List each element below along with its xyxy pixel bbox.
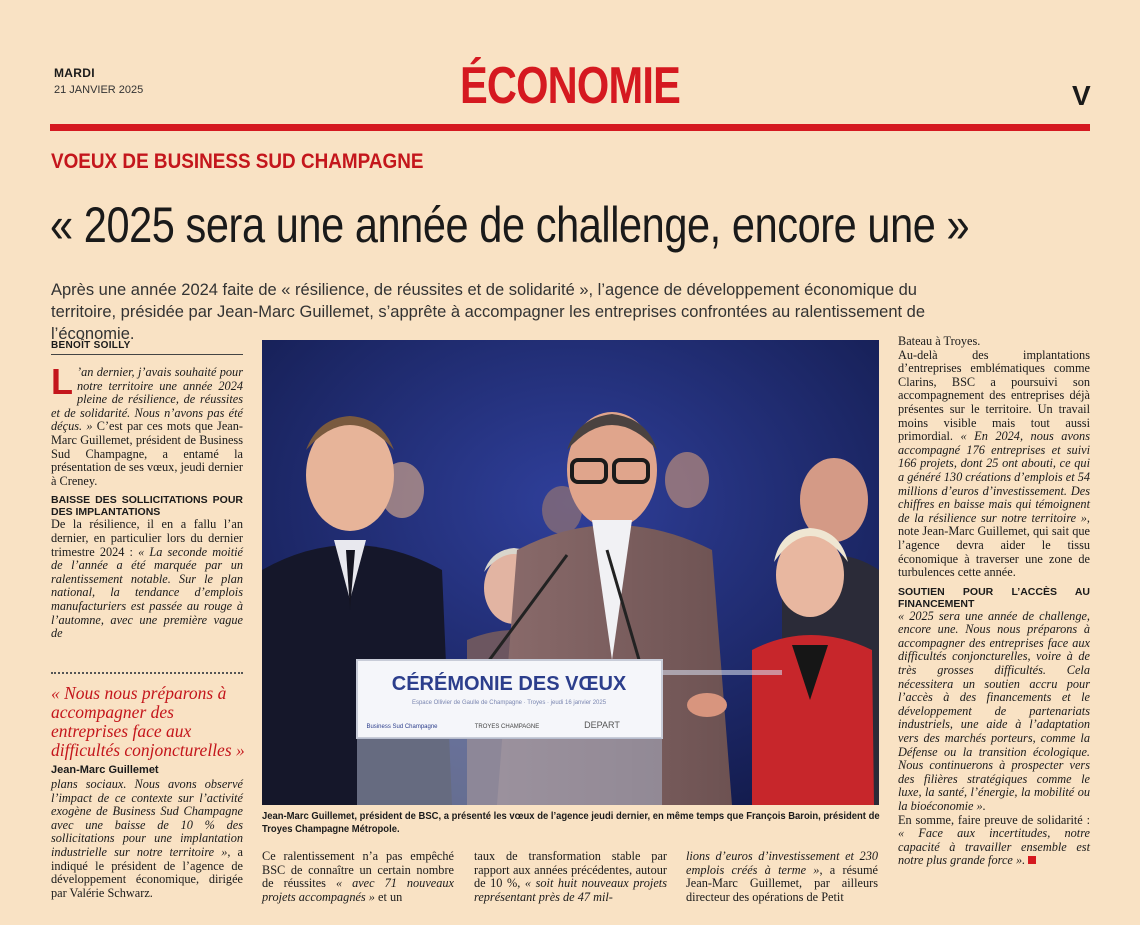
paragraph-text: Au-delà des implantations d’entreprises emblématiques comme Clarins, BSC a poursuivi son accompagnement des entreprises déjà présentes sur le territoire. Un travail moins visible mais tout aussi primordial.	[898, 347, 1090, 444]
page-marker: V	[1072, 80, 1091, 111]
article-headline: « 2025 sera une année de challenge, encore une »	[50, 197, 970, 253]
quote-text: « En 2024, nous avons accompagné 176 entreprises et suivi 166 projets, dont 25 ont abouti, ce qui a généré 130 créations d’emplois et 54 millions d’euros d’investissement. Des chiffres en baisse mais qui témoignent de la résilience sur notre territoire »	[898, 429, 1090, 525]
paragraph-text: Bateau à Troyes.	[898, 334, 981, 348]
paragraph-text: De la résilience, il en a fallu l’an dernier, en particulier lors du dernier trimestre 2024 :	[51, 517, 243, 559]
issue-day: MARDI	[54, 66, 95, 80]
quote-text: « Face aux incertitudes, notre capacité à travailler ensemble est notre plus grande force ».	[898, 826, 1090, 868]
paragraph-text: , a indiqué le président de l’agence de développement économique, dirigée par Valérie Schwarz.	[51, 844, 243, 900]
intro-quote: ’an dernier, j’avais souhaité pour notre territoire une année 2024 pleine de résilience, de réussites et de solidarité. Nous n’avons pas été déçus. »	[51, 365, 243, 434]
paragraph-text: , a résumé Jean-Marc Guillemet, par ailleurs directeur des opérations de Petit	[686, 862, 878, 904]
article-column-1	[51, 361, 244, 641]
article-column-2	[262, 850, 454, 904]
article-column-4	[686, 850, 878, 904]
paragraph-text: taux de transformation stable par rapport aux années précédentes, autour de 10 %,	[474, 849, 667, 891]
lectern-logo-depart: DEPART	[584, 720, 620, 730]
subhead-financement: SOUTIEN POUR L’ACCÈS AU FINANCEMENT	[898, 585, 1090, 610]
issue-date: 21 JANVIER 2025	[54, 84, 144, 96]
drop-cap: L	[51, 361, 73, 402]
article-kicker: VOEUX DE BUSINESS SUD CHAMPAGNE	[51, 150, 424, 173]
byline: BENOÎT SOILLY	[51, 340, 131, 351]
section-title: ÉCONOMIE	[459, 57, 681, 115]
quote-text: lions d’euros d’investissement et 230 emplois créés à terme »	[686, 849, 878, 877]
article-standfirst: Après une année 2024 faite de « résilience, de réussites et de solidarité », l’agence de développement économique du territoire, présidée par Jean-Marc Guillemet, s’apprête à accompagner les entreprises confrontées au ralentissement de l’économie.	[51, 281, 926, 343]
subhead-implantations: BAISSE DES SOLLICITATIONS POUR DES IMPLANTATIONS	[51, 494, 243, 519]
byline-rule	[51, 354, 243, 355]
ceremony-photo-illustration	[262, 340, 879, 805]
lectern-subtitle: Espace Ollivier de Gaulle de Champagne · Troyes · jeudi 16 janvier 2025	[411, 700, 607, 706]
article-column-5	[898, 335, 1090, 868]
section-rule	[50, 124, 1090, 131]
photo-caption: Jean-Marc Guillemet, président de BSC, a présenté les vœux de l’agence jeudi dernier, en même temps que François Baroin, président de Troyes Champagne Métropole.	[262, 810, 880, 835]
paragraph-text: Ce ralentissement n’a pas empêché BSC de connaître un certain nombre de réussites	[262, 849, 454, 891]
paragraph-text: En somme, faire preuve de solidarité :	[898, 812, 1090, 827]
paragraph-text: et un	[374, 889, 403, 904]
quote-text: « La seconde moitié de l’année a été marquée par un ralentissement notable. Sur le plan national, la tendance d’emplois manufacturiers est passée au rouge à l’automne, avec une première vague de	[51, 544, 243, 641]
article-column-3	[474, 850, 667, 904]
pull-quote: « Nous nous préparons à accompagner des entreprises face aux difficultés conjoncturelles »	[51, 683, 245, 760]
quote-text: « avec 71 nouveaux projets accompagnés »	[262, 876, 454, 904]
article-column-1-continued	[51, 778, 243, 900]
lectern-logo-bsc: Business Sud Champagne	[366, 724, 438, 730]
lectern-logo-tcm: TROYES CHAMPAGNE	[474, 724, 540, 730]
quote-text: « soit huit nouveaux projets représentant près de 47 mil-	[474, 876, 667, 904]
article-photo	[262, 340, 879, 805]
pull-quote-author: Jean-Marc Guillemet	[51, 764, 159, 776]
paragraph-text: , note Jean-Marc Guillemet, qui sait que l’agence devra aider le tissu économique à traverser une zone de turbulences cette année.	[898, 510, 1090, 580]
lectern-title: CÉRÉMONIE DES VŒUX	[391, 673, 627, 695]
intro-text: C’est par ces mots que Jean-Marc Guillemet, président de Business Sud Champagne, a entamé la présentation de ses vœux, jeudi dernier à Creney.	[51, 419, 244, 488]
quote-text: plans sociaux. Nous avons observé l’impact de ce contexte sur l’activité exogène de Business Sud Champagne avec une baisse de 10 % des sollicitations pour une implantation industrielle sur notre territoire »	[51, 777, 243, 859]
pullquote-divider	[51, 672, 243, 674]
end-of-article-mark	[1028, 856, 1036, 864]
quote-text: « 2025 sera une année de challenge, encore une. Nous nous préparons à accompagner des entreprises face aux difficultés conjoncturelles, voire à de très grosses difficultés. Cela nécessitera un soutien accru pour l’accès à des financements et le développement de partenariats industriels, une aide à l’adaptation vers des marchés porteurs, comme la Défense ou la transition écologique. Nous continuerons à prospecter vers des filières stratégiques comme le luxe, la santé, l’énergie, la mobilité ou la bioéconomie ».	[898, 608, 1090, 813]
